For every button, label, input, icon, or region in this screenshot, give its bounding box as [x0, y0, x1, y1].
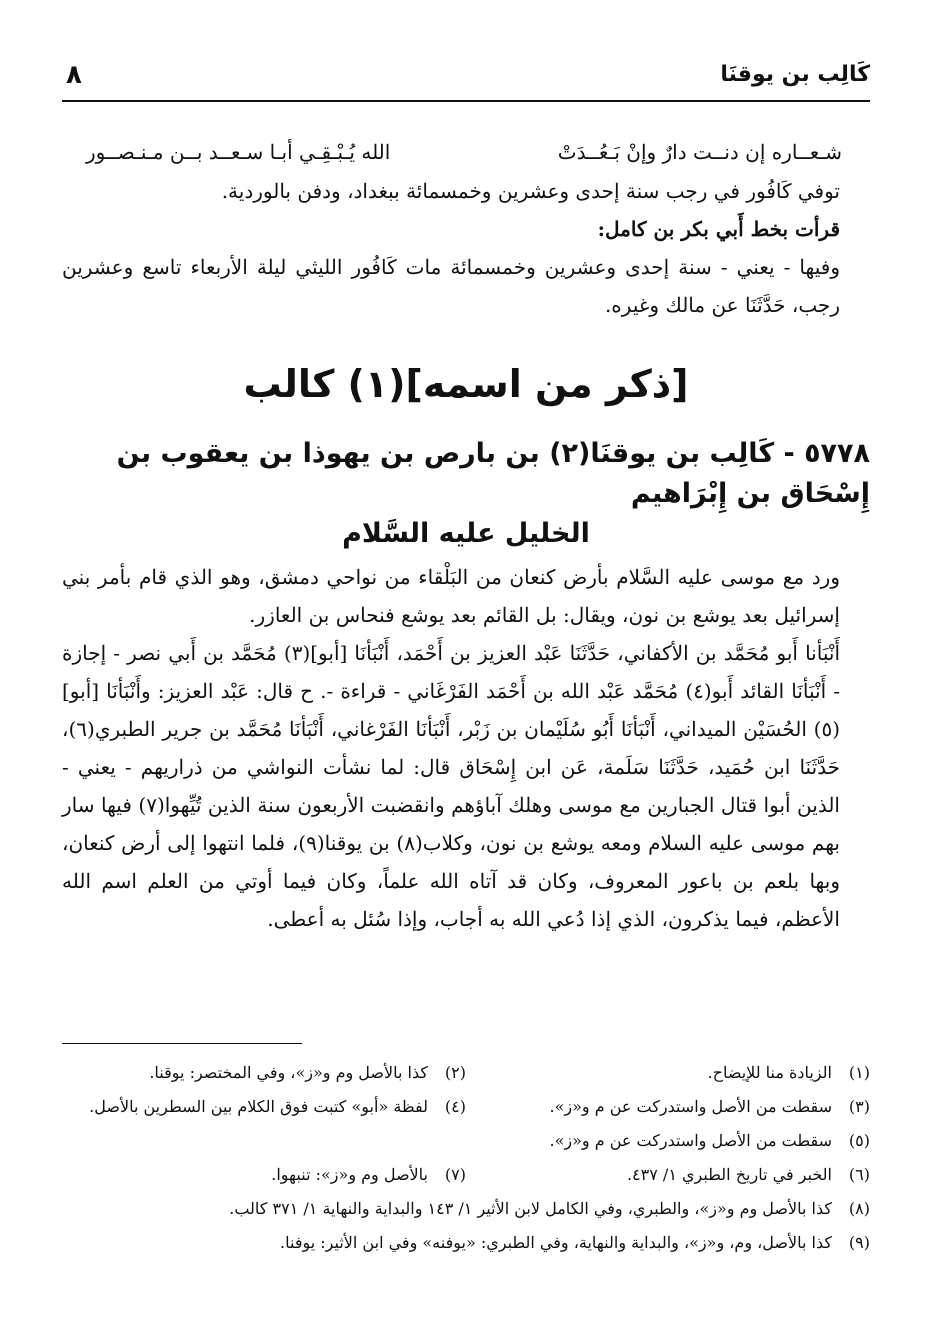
footnote-text: لفظة «أبو» كتبت فوق الكلام بين السطرين بالأصل. — [89, 1097, 428, 1116]
footnote-9 — [62, 1226, 870, 1260]
footnote-text: الزيادة منا للإيضاح. — [707, 1063, 832, 1082]
footnote-number: (٧) — [444, 1165, 466, 1184]
poetry-verse — [62, 132, 870, 172]
section-heading: [ذكر من اسمه](١) كالب — [243, 362, 689, 406]
footnote-number: (٥) — [848, 1131, 870, 1150]
page-header — [62, 58, 870, 98]
footnote-1 — [466, 1056, 870, 1090]
footnote-separator — [62, 1043, 302, 1044]
footnote-text: سقطت من الأصل واستدركت عن م و«ز». — [549, 1131, 832, 1150]
footnote-number: (٦) — [848, 1165, 870, 1184]
footnote-3 — [466, 1090, 870, 1124]
footnote-4 — [62, 1090, 466, 1124]
footnote-5 — [466, 1124, 870, 1158]
footnote-row — [62, 1056, 870, 1090]
paragraph-reading-note: قرأت بخط أَبي بكر بن كامل: — [597, 217, 840, 241]
entry-heading-line-1: ٥٧٧٨ - كَالِب بن يوقنَا(٢) بن بارص بن يهوذا بن يعقوب بن إِسْحَاق بن إِبْرَاهيم — [116, 438, 870, 509]
footnotes — [62, 1056, 870, 1260]
verse-second-hemistich: الله يُـبْـقِـي أبـا سـعــد بــن مـنـصــور — [86, 140, 391, 164]
running-title: كَالِب بن يوقنَا — [720, 62, 870, 87]
entry-heading-line-2: الخليل عليه السَّلام — [342, 518, 590, 549]
footnote-row — [62, 1124, 870, 1158]
footnote-row — [62, 1158, 870, 1192]
footnote-number: (٨) — [848, 1199, 870, 1218]
page-number: ٨ — [66, 60, 82, 90]
footnote-number: (٣) — [848, 1097, 870, 1116]
entry-paragraph-isnad: أَنْبَأنا أَبو مُحَمَّد بن الأكفاني، حَدَّثَنَا عَبْد العزيز بن أَحْمَد، أَنْبَأنَا [أبو](٣) مُحَمَّد بن أَبي نصر - إجازة - أَنْبَأنَا القائد أَبو(٤) مُحَمَّد عَبْد الله بن أَحْمَد الفَرْغَاني - قراءة -. ح قال: عَبْد العزيز: وأَنْبَأنَا [أبو](٥) الحُسَيْن الميداني، أَنْبَأنَا أَبُو سُلَيْمان بن زَبْر، أَنْبَأنَا الفَرْغاني، أَنْبَأنَا مُحَمَّد بن جرير الطبري(٦)، حَدَّثَنَا ابن حُمَيد، حَدَّثَنَا سَلَمة، عَن ابن إِسْحَاق قال: لما نشأت النواشي من ذراريهم - يعني - الذين أبوا قتال الجبارين مع موسى وهلك آباؤهم وانقضبت الأربعون سنة الذين تُيِّهوا(٧) فيها سار بهم موسى عليه السلام ومعه يوشع بن نون، وكلاب(٨) بن يوقنا(٩)، فلما انتهوا إلى أرض كنعان، وبها بلعم بن باعور المعروف، وكان قد آتاه الله علماً، وكان فيما أوتي من العلم اسم الله الأعظم، فيما يذكرون، الذي إذا دُعي الله به أجاب، وإذا سُئل به أعطى. — [62, 641, 841, 931]
entry-heading — [62, 434, 870, 554]
footnote-text: كذا بالأصل وم و«ز»، والطبري، وفي الكامل لابن الأثير ١/ ١٤٣ والبداية والنهاية ١/ ٣٧١ كالب. — [229, 1199, 832, 1218]
footnote-7 — [62, 1158, 466, 1192]
footnote-text: الخبر في تاريخ الطبري ١/ ٤٣٧. — [626, 1165, 832, 1184]
verse-first-hemistich: شـعــاره إن دنــت دارٌ وإنْ بَـعُــدَتْ — [557, 140, 842, 164]
footnote-text: كذا بالأصل، وم، و«ز»، والبداية والنهاية، وفي الطبري: «يوفنه» وفي ابن الأثير: يوفنا. — [280, 1233, 832, 1252]
footnote-row — [62, 1090, 870, 1124]
paragraph-death-note: توفي كَافُور في رجب سنة إحدى وعشرين وخمسمائة ببغداد، ودفن بالوردية. — [221, 179, 840, 203]
footnote-2 — [62, 1056, 466, 1090]
footnote-number: (١) — [848, 1063, 870, 1082]
footnote-number: (٩) — [848, 1233, 870, 1252]
footnote-8 — [62, 1192, 870, 1226]
header-rule — [62, 100, 870, 102]
footnote-row — [62, 1226, 870, 1260]
footnote-text: بالأصل وم و«ز»: تنبهوا. — [271, 1165, 428, 1184]
paragraph-kafur-note: وفيها - يعني - سنة إحدى وعشرين وخمسمائة مات كَافُور الليثي ليلة الأربعاء تاسع وعشرين رجب، حَدَّثَنَا عن مالك وغيره. — [62, 255, 840, 317]
footnote-row — [62, 1192, 870, 1226]
footnote-number: (٤) — [444, 1097, 466, 1116]
footnote-text: كذا بالأصل وم و«ز»، وفي المختصر: يوقنا. — [149, 1063, 428, 1082]
footnote-number: (٢) — [444, 1063, 466, 1082]
main-text — [62, 132, 870, 938]
footnote-text: سقطت من الأصل واستدركت عن م و«ز». — [549, 1097, 832, 1116]
footnote-6 — [466, 1158, 870, 1192]
entry-paragraph-intro: ورد مع موسى عليه السَّلام بأرض كنعان من البَلْقاء من نواحي دمشق، وهو الذي قام بأمر بني إسرائيل بعد يوشع بن نون، ويقال: بل القائم بعد يوشع فنحاس بن العازر. — [62, 565, 840, 627]
